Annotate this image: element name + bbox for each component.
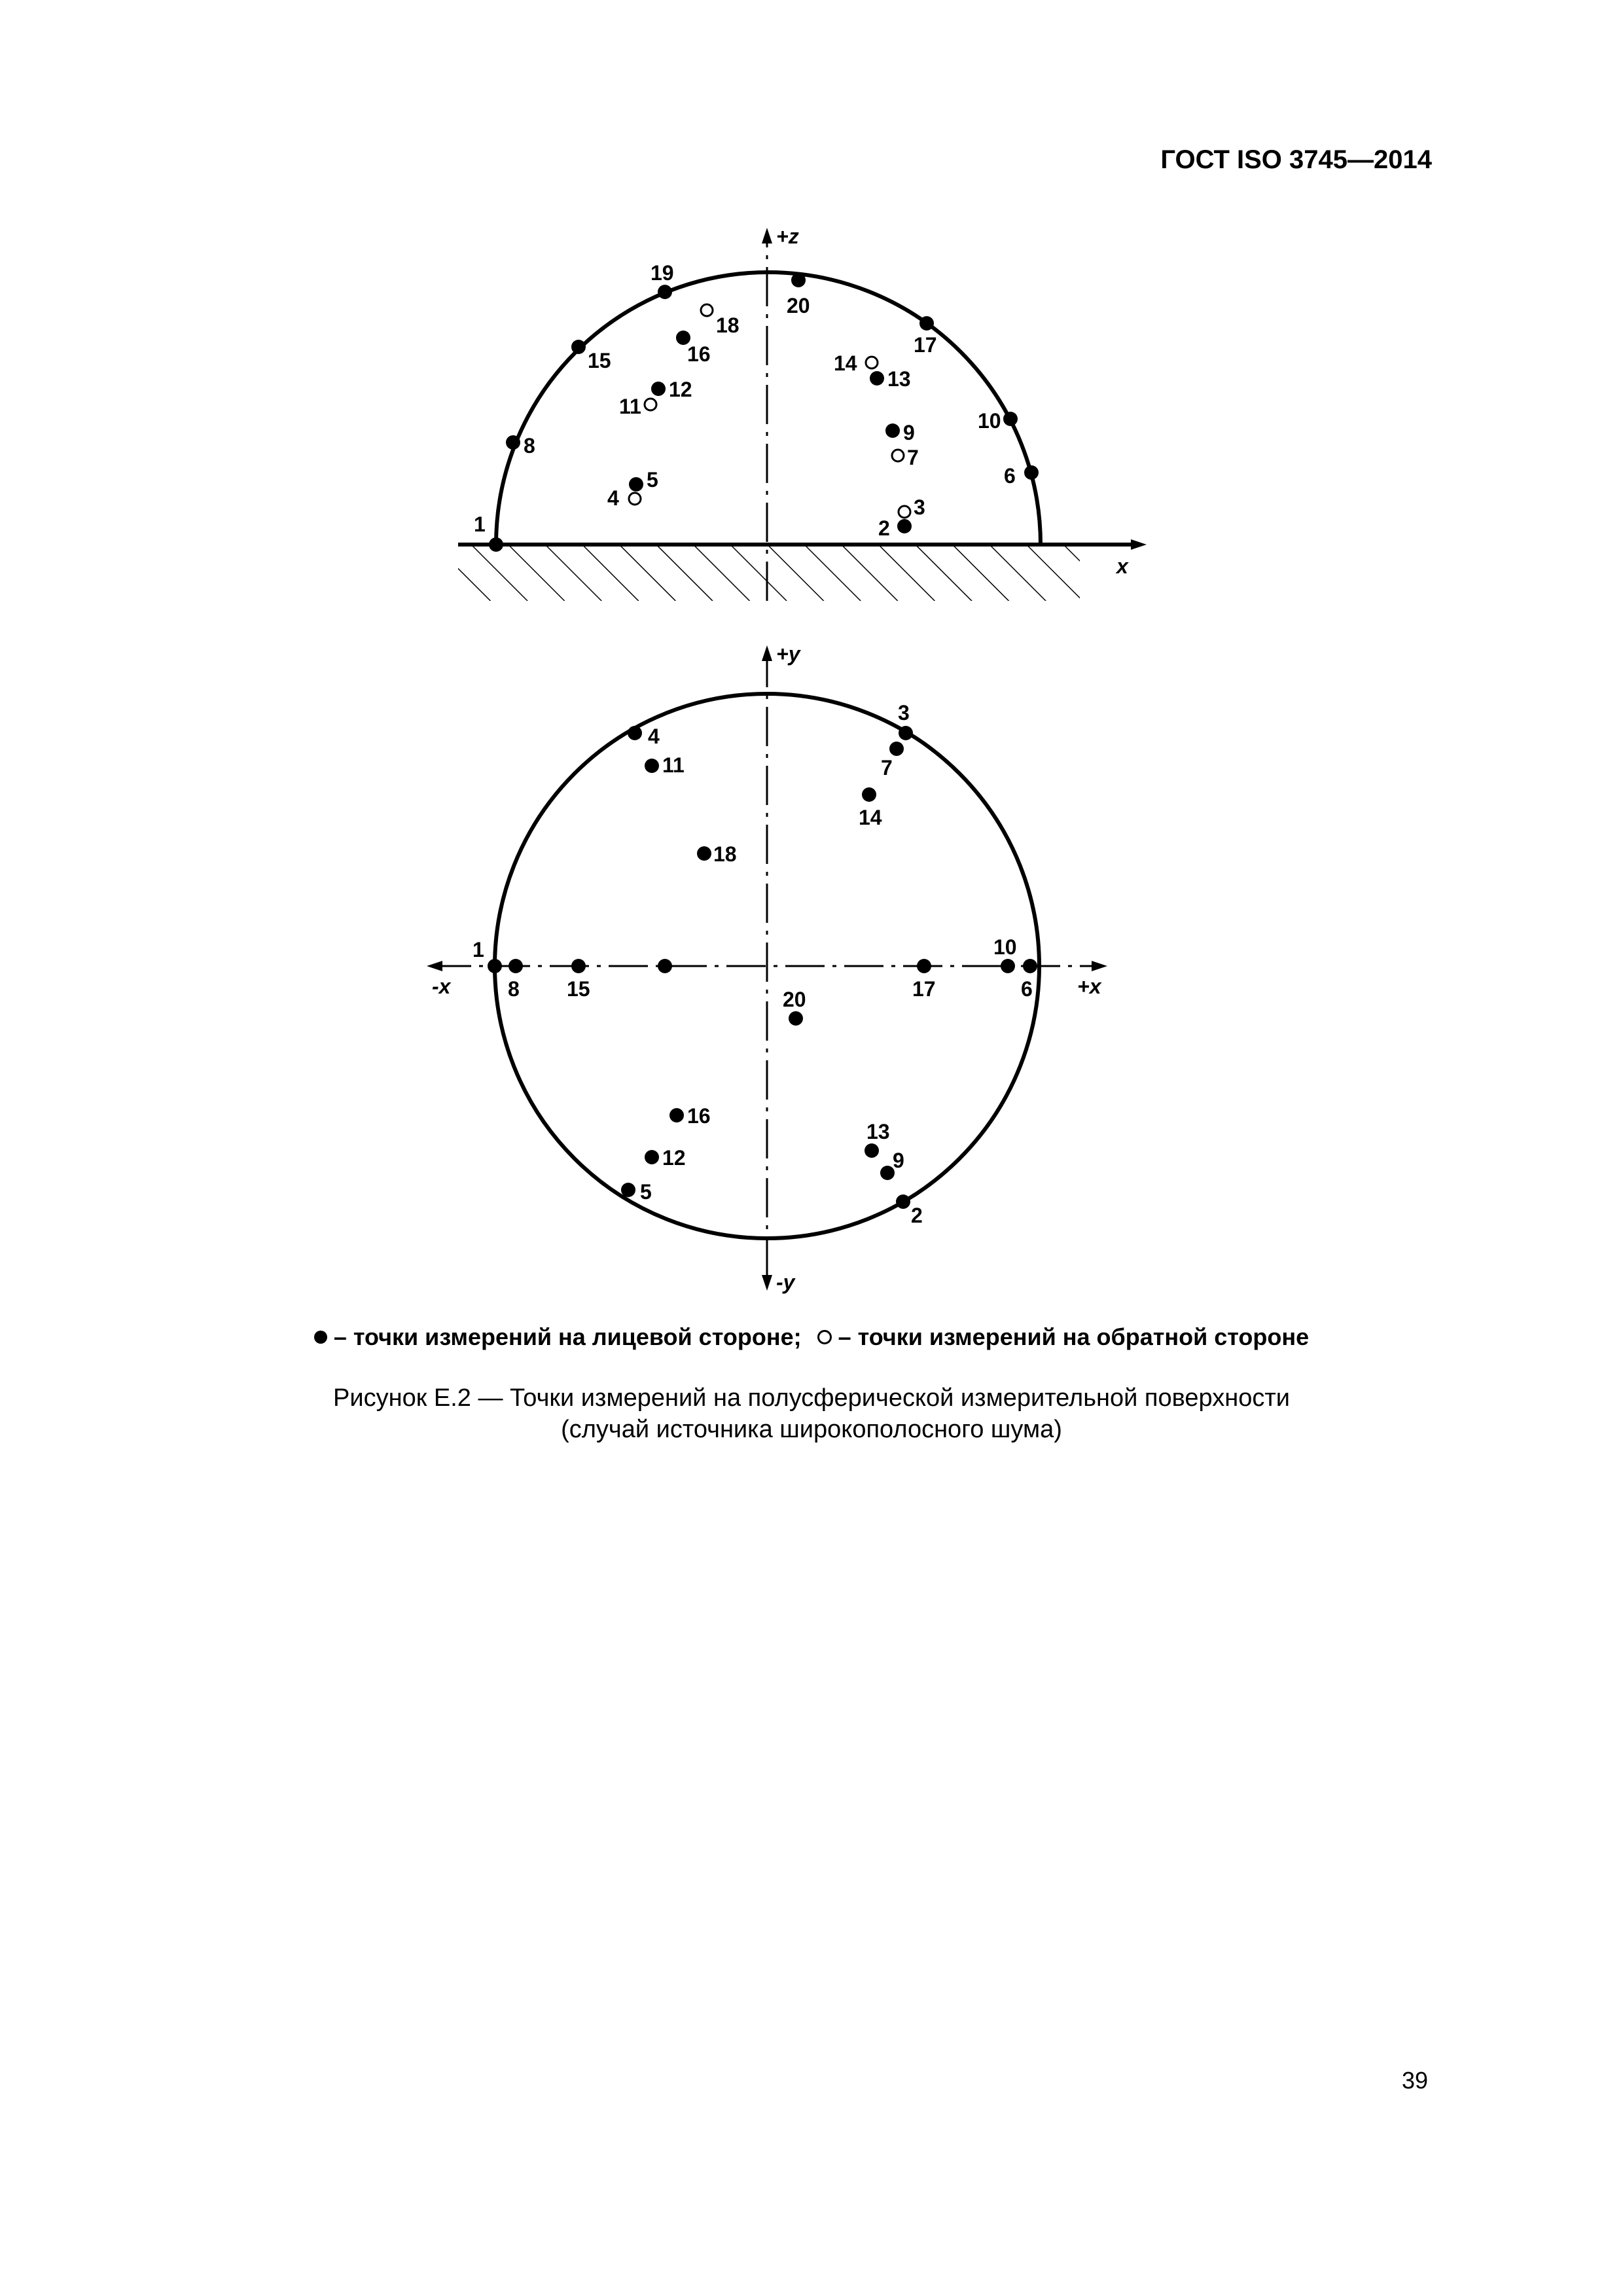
point-label: 6 (1004, 464, 1016, 488)
measurement-point-back (866, 357, 878, 368)
measurement-point-front (870, 371, 884, 386)
point-label: 15 (567, 977, 590, 1001)
measurement-point-front (651, 382, 666, 396)
point-label: 7 (881, 756, 893, 780)
document-id: ГОСТ ISO 3745—2014 (1160, 145, 1432, 174)
open-ring-icon (817, 1330, 832, 1344)
point-label: 8 (508, 977, 520, 1001)
ground-hatch (458, 545, 1080, 601)
caption-line-2: (случай источника широкополосного шума) (561, 1416, 1062, 1443)
z-axis-arrow (762, 228, 772, 243)
point-label: 16 (687, 1104, 711, 1128)
point-label: 17 (912, 977, 936, 1001)
point-label: 4 (607, 486, 619, 510)
measurement-point-front (621, 1183, 635, 1197)
point-label: 18 (713, 842, 737, 866)
measurement-point-back (645, 399, 656, 410)
z-axis-label: +z (776, 224, 799, 248)
caption-line-1: Рисунок Е.2 — Точки измерений на полусферической измерительной поверхности (333, 1384, 1290, 1412)
measurement-point-front (488, 959, 502, 973)
measurement-point-front (628, 726, 642, 740)
pos-y-arrow (762, 645, 772, 661)
neg-x-label: -x (432, 975, 451, 998)
measurement-point-front (697, 846, 711, 861)
pos-x-arrow (1092, 961, 1107, 971)
point-label: 11 (662, 753, 685, 777)
point-label: 11 (619, 395, 641, 418)
measurement-point-back (899, 506, 910, 518)
point-label: 2 (911, 1204, 923, 1227)
point-label: 14 (859, 806, 882, 829)
point-label: 3 (898, 701, 910, 725)
point-label: 9 (893, 1149, 904, 1172)
pos-x-label: +x (1077, 975, 1101, 998)
point-label: 12 (669, 378, 692, 401)
measurement-point-front (899, 726, 913, 740)
point-label: 20 (787, 294, 810, 317)
legend-back-text: – точки измерений на обратной стороне (838, 1323, 1310, 1351)
filled-dot-icon (314, 1331, 327, 1344)
point-label: 14 (834, 351, 857, 375)
neg-x-arrow (427, 961, 442, 971)
measurement-point-front (889, 742, 904, 756)
measurement-point-front (896, 1194, 910, 1209)
measurement-point-back (892, 450, 904, 461)
measurement-point-front (885, 423, 900, 438)
measurement-point-front (791, 273, 806, 287)
measurement-point-front (645, 1150, 659, 1164)
measurement-point-front (508, 959, 523, 973)
point-label: 1 (474, 512, 486, 536)
measurement-point-front (1023, 959, 1037, 973)
point-label: 10 (993, 935, 1017, 959)
top-view (427, 642, 1107, 1294)
point-label: 13 (866, 1120, 890, 1143)
neg-y-label: -y (776, 1270, 795, 1294)
point-label: 19 (651, 261, 674, 285)
measurement-point-front (571, 959, 586, 973)
neg-y-arrow (762, 1275, 772, 1291)
point-label: 18 (716, 314, 740, 337)
page-number: 39 (1401, 2067, 1428, 2094)
measurement-point-front (571, 340, 586, 354)
point-label: 12 (662, 1146, 686, 1170)
measurement-point-front (919, 316, 934, 331)
x-axis-label: x (1116, 554, 1128, 578)
measurement-point-front (1001, 959, 1015, 973)
measurement-point-front (506, 435, 520, 450)
measurement-point-front (897, 519, 912, 533)
top-points (473, 701, 1037, 1227)
measurement-point-front (862, 787, 876, 802)
point-label: 7 (907, 446, 919, 469)
measurement-point-front (1024, 465, 1039, 480)
point-label: 5 (640, 1180, 652, 1204)
point-label: 16 (687, 342, 711, 366)
point-label: 4 (648, 725, 660, 748)
measurement-point-back (629, 493, 641, 505)
measurement-point-front (789, 1011, 803, 1026)
measurement-point-front (658, 285, 672, 299)
point-label: 13 (887, 367, 911, 391)
point-label: 3 (914, 495, 925, 519)
point-label: 20 (783, 988, 806, 1011)
point-label: 15 (588, 349, 611, 372)
point-label: 10 (978, 409, 1001, 433)
measurement-point-front (645, 759, 659, 773)
side-view (452, 224, 1147, 605)
point-label: 9 (903, 421, 915, 444)
measurement-point-front (629, 477, 643, 492)
x-axis-arrow (1131, 539, 1147, 550)
measurement-point-front (1003, 412, 1018, 426)
measurement-point-front (489, 537, 503, 552)
pos-y-label: +y (776, 642, 800, 666)
point-label: 5 (647, 468, 658, 492)
measurement-point-front (865, 1143, 879, 1158)
legend-front-text: – точки измерений на лицевой стороне; (333, 1323, 802, 1351)
point-label: 2 (878, 516, 890, 540)
point-label: 6 (1021, 977, 1033, 1001)
figure-caption (0, 1382, 1623, 1445)
measurement-point-front (917, 959, 931, 973)
measurement-point-front (669, 1108, 684, 1122)
hemisphere-outline (496, 272, 1041, 545)
measurement-point-front (658, 959, 672, 973)
point-label: 1 (473, 938, 484, 961)
legend (0, 1322, 1623, 1351)
point-label: 17 (914, 333, 937, 357)
measurement-point-back (701, 304, 713, 316)
point-label: 8 (524, 434, 535, 457)
side-points (474, 261, 1039, 552)
